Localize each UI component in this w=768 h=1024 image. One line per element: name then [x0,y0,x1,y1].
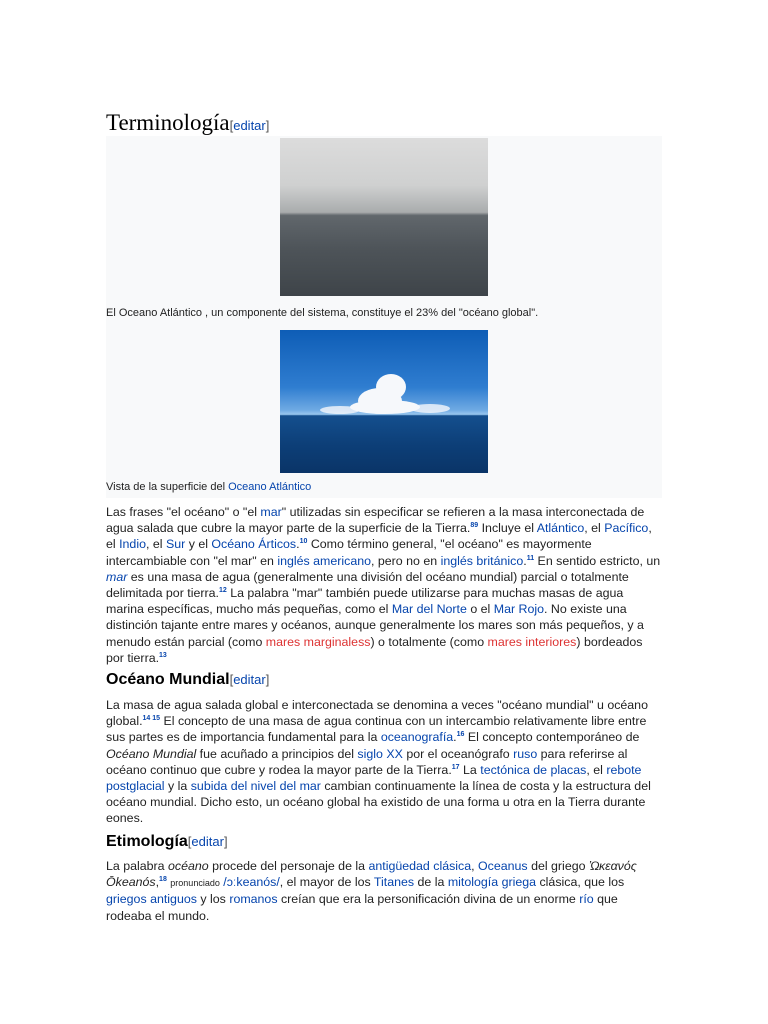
link-mar-rojo[interactable]: Mar Rojo [493,602,545,617]
text-run: creían que era la personificación divina de un enorme [277,892,580,907]
link-siglo-xx[interactable]: siglo XX [357,746,403,761]
text-run: Como término general, "el océano" es mayormente intercambiable con "el mar" en [106,537,592,568]
text-run: " utilizadas sin especificar se refieren a la masa interconectada de agua salada que cubre la mayor parte de la superficie de la Tierra. [106,505,645,536]
text-run: del griego [527,859,589,873]
text-run: , el [584,521,605,536]
text-run: , [471,859,479,873]
link-oceanografia[interactable]: oceanografía [380,730,454,745]
reference-14-15[interactable]: 14 15 [142,715,161,723]
text-run: , el [145,537,166,552]
cloud-shape [410,404,450,413]
figure-caption-1 [106,306,662,320]
heading-terminologia-text: Terminología [106,110,230,135]
text-run: , [155,875,160,890]
link-indio[interactable]: Indio [119,537,146,552]
text-run: que rodeaba el mundo. [106,892,618,923]
text-run: y los [196,892,230,907]
reference-13[interactable]: 13 [159,651,167,659]
text-run: . [296,537,300,552]
edit-section-etimologia: [editar] [187,834,228,849]
text-run: ) bordeados por tierra. [106,634,643,665]
text-run: . [453,730,457,745]
paragraph-oceano-mundial [106,697,662,827]
text-run: o el [466,602,494,617]
text-run: y la [164,779,191,794]
link-ruso[interactable]: ruso [513,746,538,761]
text-run: La palabra [106,859,169,873]
link-mares-interiores[interactable]: mares interiores [487,634,577,649]
text-run: Las frases "el océano" o "el [106,505,261,519]
text-run: y el [185,537,212,552]
text-run: En sentido estricto, un [534,553,661,568]
heading-oceano-mundial [106,670,662,690]
link-mitologia-griega[interactable]: mitología griega [447,875,537,890]
text-run: La [459,762,481,777]
link-rio[interactable]: río [579,892,594,907]
link-ingles-americano[interactable]: inglés americano [277,553,372,568]
reference-17[interactable]: 17 [451,763,460,771]
text-run: , el mayor de los [279,875,374,890]
link-oceanus[interactable]: Oceanus [478,859,528,873]
link-mares-marginales[interactable]: mares marginaless [265,634,371,649]
figure-gallery [106,136,662,498]
link-rebote-postglacial[interactable]: rebote postglacial [106,762,642,794]
text-run: clásica, que los [536,875,625,890]
text-run: El concepto de una masa de agua continua con un intercambio relativamente libre entre sus partes es de importancia fundamental para la [106,714,647,745]
text-run: de la [414,875,448,890]
text-run: procede del personaje de la [208,859,369,873]
text-run: , el [586,762,607,777]
heading-etimologia [106,832,662,852]
text-run: fue acuñado a principios del [196,746,358,761]
link-oceano-articos[interactable]: Océano Árticos [211,537,297,552]
link-pacifico[interactable]: Pacífico [604,521,649,536]
italic-oceano: océano [168,859,209,873]
link-ingles-britanico[interactable]: inglés británico [440,553,524,568]
pronunciation-label: pronunciado [170,878,220,889]
text-run: es una masa de agua (generalmente una división del océano mundial) parcial o totalmente delimitada por tierra. [106,569,629,601]
text-run: por el oceanógrafo [402,746,514,761]
edit-section-terminologia: [editar] [229,118,270,133]
italic-greek-word: Ὠκεανός Ōkeanós [106,859,637,890]
overcast-sea-image[interactable] [280,138,488,296]
italic-oceano-mundial: Océano Mundial [106,746,197,761]
link-griegos-antiguos[interactable]: griegos antiguos [106,892,197,907]
caption-2-text: Vista de la superficie del [106,481,229,493]
edit-link-oceano-mundial[interactable]: editar [233,672,266,687]
text-run: . No existe una distinción tajante entre mares y océanos, aunque generalmente los mares son más pequeños, y a menudo están parcial (como [106,602,644,649]
text-run: La palabra "mar" también puede utilizarse para muchas masas de agua marina específicas, mucho más pequeñas, como el [106,586,624,617]
paragraph-terminologia [106,504,662,666]
text-run: cambian continuamente la línea de costa y la estructura del océano mundial. Dicho esto, un océano global ha existido de una forma u otra en la Tierra durante eones. [106,779,651,826]
link-oceano-atlantico-caption[interactable]: Oceano Atlántico [228,481,312,493]
reference-16[interactable]: 16 [456,731,465,739]
figure-caption-2 [106,480,662,494]
heading-etimologia-text: Etimología [106,833,188,850]
edit-link-etimologia[interactable]: editar [191,834,224,849]
link-romanos[interactable]: romanos [229,892,278,907]
reference-10[interactable]: 10 [299,538,308,546]
edit-link-terminologia[interactable]: editar [233,118,266,133]
text-run: Incluye el [478,521,537,536]
paragraph-etimologia [106,858,662,924]
cloud-shape [320,406,360,414]
text-run: , el [106,521,652,552]
link-sur[interactable]: Sur [165,537,186,552]
text-run: El concepto contemporáneo de [464,730,640,745]
text-run: , pero no en [371,553,441,568]
text-run: para referirse al océano continuo que cubre y rodea la mayor parte de la Tierra. [106,746,628,777]
cloud-shape [376,374,406,400]
link-mar-italic[interactable]: mar [106,569,128,584]
edit-section-oceano-mundial: [editar] [229,672,270,687]
reference-11[interactable]: 11 [526,554,535,562]
link-subida-nivel-mar[interactable]: subida del nivel del mar [190,779,321,794]
link-pronunciation[interactable]: /ɔːkeanós/ [223,875,280,890]
link-tectonica-de-placas[interactable]: tectónica de placas [480,762,587,777]
link-mar[interactable]: mar [260,505,282,519]
link-antiguedad-clasica[interactable]: antigüedad clásica [368,859,472,873]
reference-89[interactable]: 89 [470,522,479,530]
link-titanes[interactable]: Titanes [373,875,415,890]
text-run: La masa de agua salada global e interconectada se denomina a veces "océano mundial" u océano global. [106,698,648,729]
link-atlantico[interactable]: Atlántico [536,521,585,536]
sunny-ocean-image[interactable] [280,330,488,473]
text-run: ) o totalmente (como [370,634,488,649]
caption-1-text: El Oceano Atlántico , un componente del sistema, constituye el 23% del "océano global". [106,307,539,319]
reference-18[interactable]: 18 [159,876,167,884]
link-mar-del-norte[interactable]: Mar del Norte [391,602,467,617]
text-run: . [523,553,527,568]
reference-12[interactable]: 12 [218,586,227,594]
heading-oceano-mundial-text: Océano Mundial [106,671,230,688]
